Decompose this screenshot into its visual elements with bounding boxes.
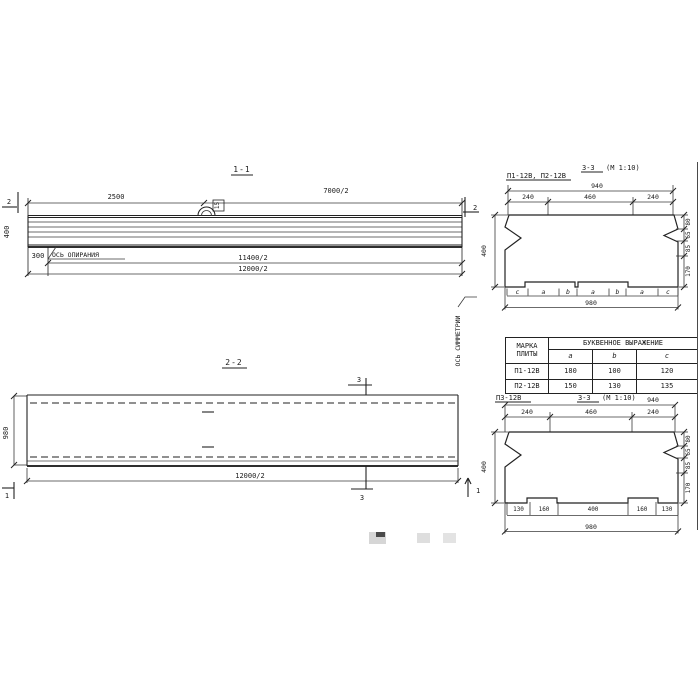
table-col-c: c: [637, 350, 698, 364]
table-header-expression: БУКВЕННОЕ ВЫРАЖЕНИЕ: [549, 338, 698, 350]
table-row: [506, 364, 698, 380]
section-marker-3-top-label: 3: [356, 376, 362, 384]
table-cell-a: 150: [549, 380, 593, 394]
scan-artifact: [376, 532, 385, 537]
section-marker-1-left: [2, 482, 14, 500]
scan-artifact: [417, 533, 430, 543]
table-cell-c: 120: [637, 364, 698, 380]
dim-980-plan: [2, 393, 27, 468]
view-2-2-title-text: 2-2: [225, 358, 243, 367]
section-bottom-scale: (М 1:10): [602, 394, 636, 402]
dim-label-300: 300: [31, 252, 45, 260]
section-marker-3-bottom: [351, 466, 373, 502]
section-marker-2-left-label: 2: [6, 198, 12, 206]
scan-artifact: [443, 533, 456, 543]
dim-top: [25, 187, 465, 206]
dim-label-130-l: 130: [513, 506, 524, 513]
section-marker-2-right-label: 2: [473, 204, 478, 212]
dim-12000-plan: [24, 468, 461, 484]
support-axis-label: ОСЬ ОПИРАНИЯ: [52, 251, 99, 259]
letter-a-1: a: [541, 288, 546, 296]
section-top-dim-400: [480, 212, 508, 290]
dim-12000: [25, 265, 465, 277]
section-marker-3-top: [348, 376, 372, 395]
section-marker-1-right-label: 1: [476, 487, 481, 495]
table-cell-mark: П1-12В: [506, 364, 549, 380]
support-axis-callout: [32, 247, 125, 260]
section-bottom-heading: П3-12В: [496, 394, 522, 402]
section-top-scale: (М 1:10): [606, 164, 640, 172]
dim-label-65-b: 65: [685, 448, 692, 456]
symmetry-axis-label: ОСЬ СИММЕТРИИ: [454, 315, 462, 367]
view-1-1-title: [231, 165, 253, 175]
table-cell-b: 100: [593, 364, 637, 380]
table-header-mark: [506, 338, 549, 364]
section-bottom-dims-band: [507, 502, 678, 516]
parameter-table: [505, 337, 698, 394]
letter-c-1: c: [515, 288, 520, 296]
section-bottom-dim-400: [480, 429, 508, 506]
dim-label-11400-2: 11400/2: [238, 254, 268, 262]
section-marker-1-left-label: 1: [4, 492, 10, 500]
slab-plan: [27, 395, 458, 466]
section-bottom-dims-top: [502, 402, 678, 432]
dim-label-12000-2-plan: 12000/2: [235, 472, 265, 480]
lifting-loop: [198, 200, 224, 216]
dim-label-130-r: 130: [661, 506, 673, 513]
section-bottom-body: [505, 432, 678, 503]
section-marker-3-bottom-label: 3: [359, 494, 365, 502]
section-bottom-label: 3-3: [578, 394, 591, 402]
dim-label-240-l-b: 240: [521, 408, 533, 416]
view-1-1: [0, 158, 490, 290]
table-header-mark-line1: МАРКА: [516, 341, 538, 350]
dim-label-980-plan: 980: [2, 426, 10, 440]
dim-label-400-sec-bottom: 400: [480, 461, 488, 473]
section-top-label: 3-3: [582, 164, 595, 172]
dim-label-940-bottom: 940: [647, 396, 659, 404]
view-2-2: [0, 350, 490, 505]
loop-tag-label: 15: [214, 201, 221, 210]
view-2-2-title: [222, 358, 247, 368]
section-top-letters-band: [507, 288, 678, 296]
dim-label-460-b: 460: [585, 408, 597, 416]
section-top-heading: П1-12В, П2-12В: [507, 172, 567, 180]
slab-elevation: [28, 216, 462, 248]
table-cell-mark: П2-12В: [506, 380, 549, 394]
letter-b-2: b: [615, 288, 620, 296]
view-1-1-title-text: 1-1: [233, 165, 251, 174]
dim-label-85-top: 85: [685, 244, 692, 253]
table-header-mark-line2: ПЛИТЫ: [516, 349, 538, 358]
section-3-3-bottom: [478, 388, 700, 540]
sheet-frame-line: [697, 162, 698, 530]
dim-label-160-r: 160: [636, 506, 648, 513]
table-cell-c: 135: [637, 380, 698, 394]
section-bottom-titles: [495, 394, 659, 404]
section-marker-2-right: [463, 197, 479, 217]
dim-label-170-b: 170: [685, 482, 692, 494]
table-cell-a: 180: [549, 364, 593, 380]
dim-label-400-sec-top: 400: [480, 245, 488, 257]
section-3-3-top: [478, 155, 700, 317]
table-col-b: b: [593, 350, 637, 364]
dim-label-85-b: 85: [685, 461, 692, 470]
section-marker-2-left: [2, 192, 18, 213]
dim-label-240-r-b: 240: [647, 408, 659, 416]
section-top-dims-top: [505, 182, 676, 215]
dim-label-240-l: 240: [522, 193, 534, 201]
dim-label-80-b: 80: [685, 435, 692, 443]
section-top-titles: [506, 164, 640, 180]
dim-label-400-left: 400: [3, 225, 11, 239]
dim-label-65-top: 65: [685, 231, 692, 239]
letter-b-1: b: [566, 288, 570, 296]
dim-label-240-r: 240: [647, 193, 659, 201]
table-cell-b: 130: [593, 380, 637, 394]
dim-label-460: 460: [584, 193, 596, 201]
dim-label-12000-2: 12000/2: [238, 265, 268, 273]
letter-a-2: a: [591, 288, 595, 296]
section-top-body: [505, 215, 678, 287]
dim-label-80-top: 80: [685, 218, 692, 226]
dim-label-400-mid: 400: [587, 506, 599, 513]
dim-label-7000-2: 7000/2: [323, 187, 349, 195]
dim-label-940-top: 940: [591, 182, 603, 190]
table-col-a: a: [549, 350, 593, 364]
letter-a-3: a: [640, 288, 644, 296]
dim-label-980-bottom: 980: [585, 523, 597, 531]
letter-c-2: c: [666, 288, 670, 296]
dim-label-170-top: 170: [685, 266, 692, 277]
dim-label-2500: 2500: [107, 193, 125, 201]
dim-label-160-l: 160: [538, 506, 550, 513]
dim-label-980-top: 980: [585, 299, 597, 307]
